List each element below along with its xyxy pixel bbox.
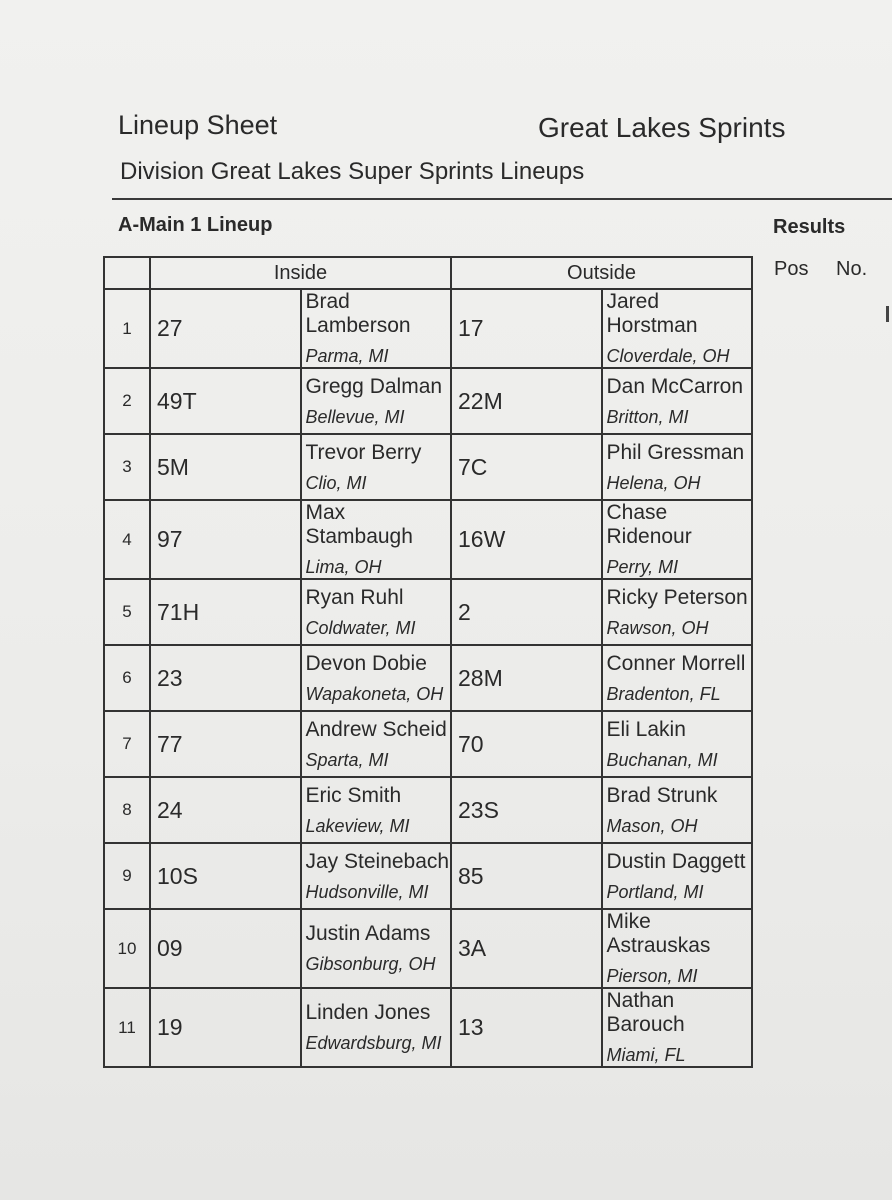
outside-car-number: 85 — [451, 843, 602, 909]
inside-driver-hometown: Sparta, MI — [305, 749, 389, 770]
table-row — [104, 777, 752, 843]
row-number: 7 — [104, 711, 150, 777]
row-number: 3 — [104, 434, 150, 500]
outside-car-number: 3A — [451, 909, 602, 988]
outside-driver — [602, 988, 753, 1067]
inside-car-number: 71H — [150, 579, 301, 645]
inside-driver-name: Eric Smith — [305, 783, 402, 807]
results-no-header: No. — [836, 258, 868, 280]
inside-driver — [301, 645, 452, 711]
outside-driver-hometown: Buchanan, MI — [606, 749, 718, 770]
inside-driver-name: Ryan Ruhl — [305, 585, 404, 609]
lineup-body — [104, 289, 752, 1067]
outside-car-number: 2 — [451, 579, 602, 645]
table-row — [104, 645, 752, 711]
inside-driver — [301, 289, 452, 368]
outside-driver-hometown: Bradenton, FL — [606, 683, 721, 704]
inside-driver-hometown: Parma, MI — [305, 346, 389, 366]
outside-car-number: 70 — [451, 711, 602, 777]
inside-driver-hometown: Coldwater, MI — [305, 617, 416, 638]
row-number: 1 — [104, 289, 150, 368]
outside-driver-hometown: Helena, OH — [606, 472, 701, 493]
inside-driver-name: Gregg Dalman — [305, 374, 443, 398]
table-header-row — [104, 257, 752, 289]
table-row — [104, 988, 752, 1067]
table-row — [104, 843, 752, 909]
outside-car-number: 7C — [451, 434, 602, 500]
inside-car-number: 5M — [150, 434, 301, 500]
row-number: 6 — [104, 645, 150, 711]
inside-driver-hometown: Edwardsburg, MI — [305, 1033, 442, 1053]
outside-driver — [602, 711, 753, 777]
outside-car-number: 13 — [451, 988, 602, 1067]
outside-driver-name: Brad Strunk — [606, 783, 718, 807]
inside-car-number: 77 — [150, 711, 301, 777]
inside-header: Inside — [150, 257, 451, 289]
inside-car-number: 24 — [150, 777, 301, 843]
header-divider — [112, 198, 892, 200]
row-number: 8 — [104, 777, 150, 843]
row-header-blank — [104, 257, 150, 289]
inside-driver-name: Jay Steinebach — [305, 849, 450, 873]
table-row — [104, 579, 752, 645]
outside-driver-hometown: Cloverdale, OH — [606, 346, 730, 366]
inside-driver-name: Linden Jones — [305, 1001, 431, 1024]
outside-driver-hometown: Miami, FL — [606, 1045, 686, 1065]
table-row — [104, 434, 752, 500]
inside-driver-name: Brad Lamberson — [305, 290, 411, 337]
division-title: Division Great Lakes Super Sprints Lineups — [120, 158, 585, 185]
inside-driver — [301, 909, 452, 988]
inside-driver-hometown: Bellevue, MI — [305, 406, 405, 427]
inside-car-number: 19 — [150, 988, 301, 1067]
outside-driver-hometown: Perry, MI — [606, 557, 679, 577]
inside-car-number: 97 — [150, 500, 301, 579]
outside-driver-hometown: Mason, OH — [606, 815, 698, 836]
inside-driver-hometown: Hudsonville, MI — [305, 881, 429, 902]
inside-car-number: 10S — [150, 843, 301, 909]
outside-driver — [602, 843, 753, 909]
outside-car-number: 22M — [451, 368, 602, 434]
table-row — [104, 500, 752, 579]
series-name: Great Lakes Sprints — [538, 112, 786, 143]
inside-driver — [301, 988, 452, 1067]
outside-car-number: 28M — [451, 645, 602, 711]
inside-driver — [301, 368, 452, 434]
inside-driver-name: Max Stambaugh — [305, 501, 413, 548]
outside-driver-name: Phil Gressman — [606, 440, 745, 464]
outside-driver — [602, 434, 753, 500]
inside-car-number: 09 — [150, 909, 301, 988]
outside-driver-hometown: Portland, MI — [606, 881, 704, 902]
outside-driver-name: Jared Horstman — [606, 290, 698, 337]
inside-driver-name: Andrew Scheid — [305, 717, 447, 741]
inside-driver-hometown: Clio, MI — [305, 472, 367, 493]
table-row — [104, 368, 752, 434]
results-cutoff-mark — [886, 306, 889, 322]
outside-driver-name: Ricky Peterson — [606, 585, 748, 609]
row-number: 4 — [104, 500, 150, 579]
inside-car-number: 49T — [150, 368, 301, 434]
sheet-title: Lineup Sheet — [118, 110, 278, 140]
inside-driver — [301, 579, 452, 645]
outside-driver — [602, 645, 753, 711]
inside-driver — [301, 843, 452, 909]
results-pos-header: Pos — [774, 258, 809, 280]
inside-driver — [301, 434, 452, 500]
results-title: Results — [773, 216, 846, 238]
outside-driver-name: Chase Ridenour — [606, 501, 692, 548]
row-number: 2 — [104, 368, 150, 434]
outside-driver — [602, 579, 753, 645]
table-row — [104, 289, 752, 368]
outside-driver — [602, 289, 753, 368]
table-row — [104, 909, 752, 988]
inside-driver-hometown: Lakeview, MI — [305, 815, 410, 836]
outside-driver — [602, 777, 753, 843]
outside-driver-name: Eli Lakin — [606, 717, 686, 741]
outside-car-number: 23S — [451, 777, 602, 843]
inside-driver-hometown: Lima, OH — [305, 557, 382, 577]
outside-driver-name: Conner Morrell — [606, 651, 746, 675]
outside-driver-hometown: Britton, MI — [606, 406, 689, 427]
outside-driver — [602, 368, 753, 434]
outside-driver-name: Mike Astrauskas — [606, 910, 711, 957]
inside-car-number: 27 — [150, 289, 301, 368]
row-number: 9 — [104, 843, 150, 909]
inside-driver-name: Devon Dobie — [305, 651, 427, 675]
outside-driver-hometown: Rawson, OH — [606, 617, 709, 638]
outside-driver-name: Dan McCarron — [606, 374, 744, 398]
outside-driver-hometown: Pierson, MI — [606, 966, 698, 986]
outside-driver — [602, 909, 753, 988]
inside-driver — [301, 777, 452, 843]
outside-car-number: 17 — [451, 289, 602, 368]
row-number: 10 — [104, 909, 150, 988]
inside-car-number: 23 — [150, 645, 301, 711]
outside-driver-name: Dustin Daggett — [606, 849, 746, 873]
row-number: 5 — [104, 579, 150, 645]
section-title: A-Main 1 Lineup — [118, 214, 273, 236]
outside-driver — [602, 500, 753, 579]
inside-driver — [301, 711, 452, 777]
row-number: 11 — [104, 988, 150, 1067]
inside-driver-hometown: Wapakoneta, OH — [305, 683, 444, 704]
outside-car-number: 16W — [451, 500, 602, 579]
outside-header: Outside — [451, 257, 752, 289]
inside-driver-name: Trevor Berry — [305, 440, 422, 464]
table-row — [104, 711, 752, 777]
inside-driver-name: Justin Adams — [305, 922, 431, 945]
inside-driver — [301, 500, 452, 579]
outside-driver-name: Nathan Barouch — [606, 989, 685, 1036]
inside-driver-hometown: Gibsonburg, OH — [305, 954, 436, 974]
lineup-table — [103, 256, 753, 1068]
